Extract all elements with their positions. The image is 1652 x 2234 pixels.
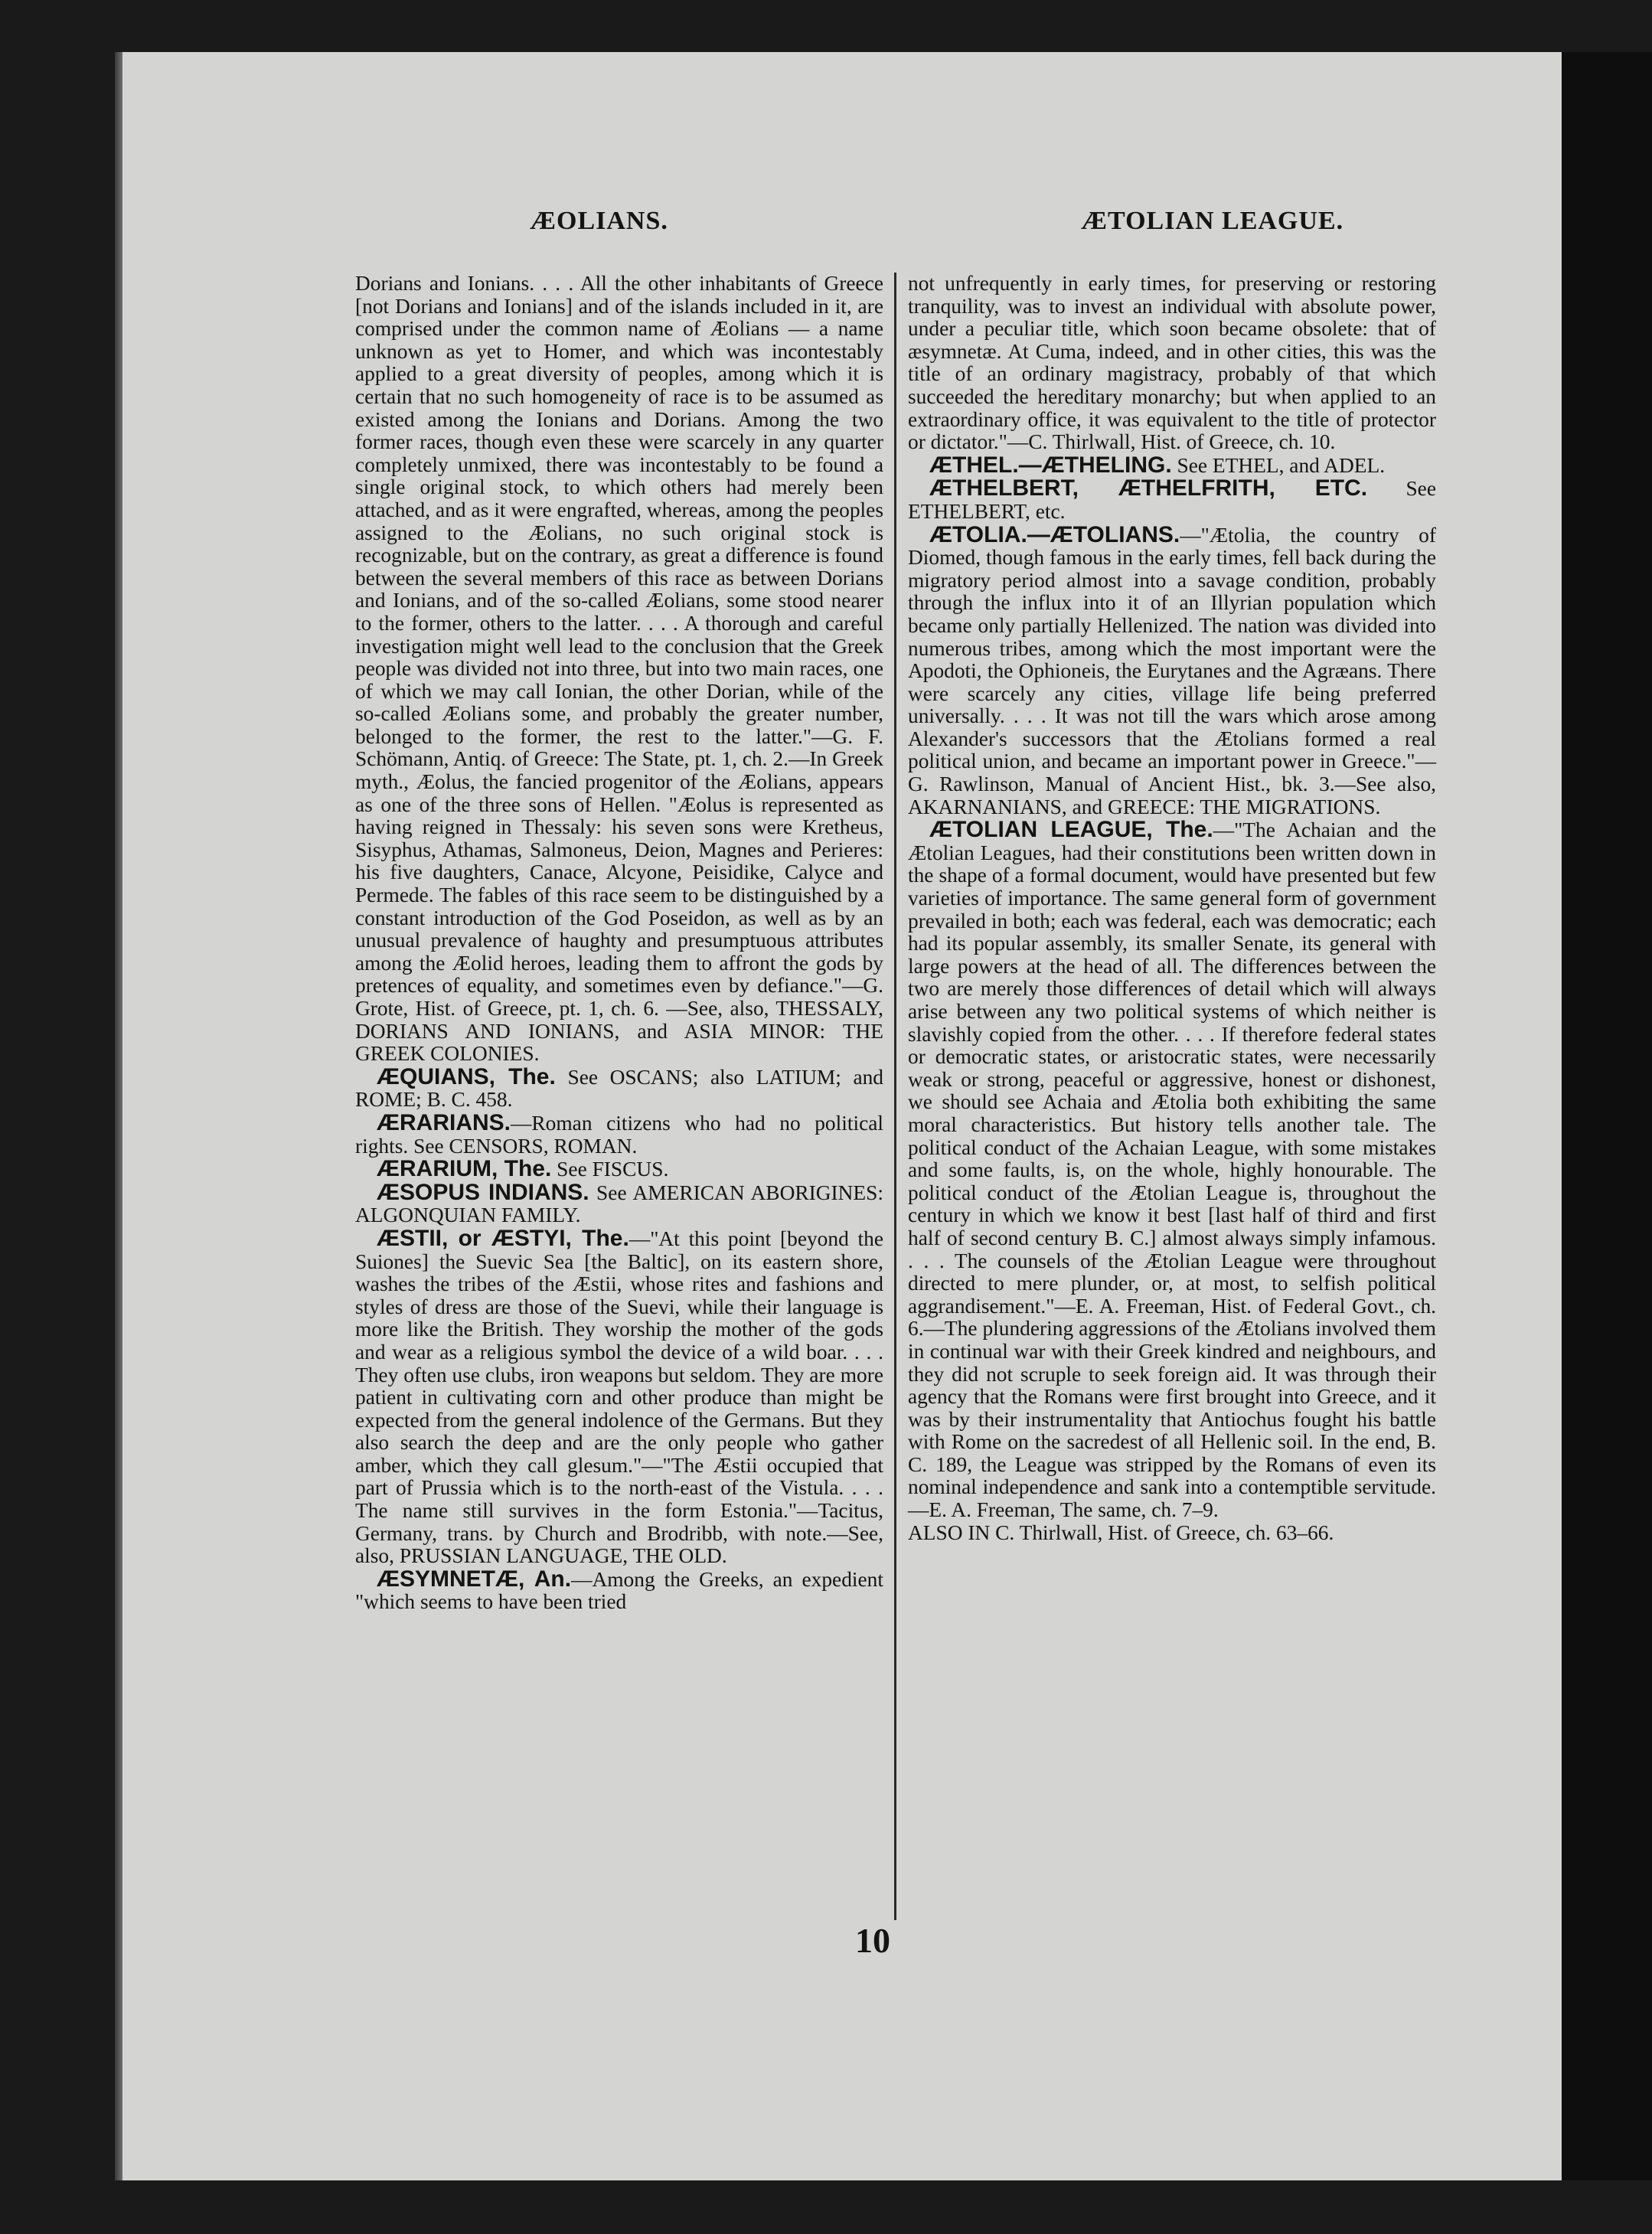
running-head-right: ÆTOLIAN LEAGUE. bbox=[1081, 207, 1344, 235]
entry-headword: ÆTHEL.—ÆTHELING. bbox=[929, 452, 1172, 478]
entry-headword: ÆRARIUM, The. bbox=[377, 1156, 552, 1182]
entry-paragraph bbox=[908, 818, 1436, 1521]
entry-paragraph bbox=[355, 1227, 883, 1568]
page-edge-shadow bbox=[1562, 52, 1652, 2180]
entry-paragraph bbox=[355, 1063, 884, 1112]
entry-headword: ÆTOLIAN LEAGUE, The. bbox=[929, 817, 1213, 843]
entry-paragraph bbox=[908, 454, 1436, 478]
entry-paragraph bbox=[908, 273, 1436, 454]
entry-paragraph bbox=[908, 521, 1436, 819]
entry-text: See ETHELBERT, etc. bbox=[908, 477, 1436, 523]
entry-text: —Among the Greeks, an expedient "which seems to have been tried bbox=[355, 1567, 883, 1614]
entry-paragraph bbox=[908, 1522, 1436, 1545]
entry-text: —"Ætolia, the country of Diomed, though famous in the early times, fell back during the migratory period almost into a savage condition, probably through the influx into it of an Illyrian population which became only partially Hellenized. The nation was divided into numerous tribes, among which the most important were the Apodoti, the Ophioneis, the Eurytanes and the Agræans. There were scarcely any cities, village life being preferred universally. . . . It was not till the wars which arose among Alexander's successors that the Ætolians formed a real political union, and became an important power in Greece."—G. Rawlinson, Manual of Ancient Hist., bk. 3.—See also, AKARNANIANS, and GREECE: THE MIGRATIONS. bbox=[908, 523, 1436, 818]
page-number: 10 bbox=[855, 1921, 890, 1960]
entry-text: Dorians and Ionians. . . . All the other inhabitants of Greece [not Dorians and Ionians] and of the islands included in it, are comprised under the common name of Æolians — a name unknown as yet to Homer, and which was incontestably applied to a great diversity of peoples, among which it is certain that no such homogeneity of race is to be assumed as existed among the Ionians and Dorians. Among the two former races, though even these were scarcely in any quarter completely unmixed, there was incontestably to be found a single original stock, to which others had merely been attached, and as it were engrafted, whereas, among the peoples assigned to the Æolians, no such original stock is recognizable, but on the contrary, as great a difference is found between the several members of this race as between Dorians and Ionians, and of the so-called Æolians, some stood nearer to the former, others to the latter. . . . A thorough and careful investigation might well lead to the conclusion that the Greek people was divided not into three, but into two main races, one of which we may call Ionian, the other Dorian, while of the so-called Æolians some, and probably the greater number, belonged to the former, the rest to the latter."—G. F. Schömann, Antiq. of Greece: The State, pt. 1, ch. 2.—In Greek myth., Æolus, the fancied progenitor of the Æolians, appears as one of the three sons of Hellen. "Æolus is represented as having reigned in Thessaly: his seven sons were Kretheus, Sisyphus, Athamas, Salmoneus, Deion, Magnes and Perieres: his five daughters, Canace, Alcyone, Peisidike, Calyce and Permede. The fables of this race seem to be distinguished by a constant introduction of the God Poseidon, as well as by an unusual prevalence of haughty and presumptuous attributes among the Æolid heroes, leading them to affront the gods by pretences of equality, and sometimes even by defiance."—G. Grote, Hist. of Greece, pt. 1, ch. 6. —See, also, THESSALY, DORIANS AND IONIANS, and ASIA MINOR: THE GREEK COLONIES. bbox=[355, 272, 883, 1066]
entry-headword: ÆRARIANS. bbox=[377, 1109, 511, 1135]
entry-paragraph bbox=[355, 1181, 883, 1227]
right-column bbox=[908, 273, 1436, 1544]
entry-text: See OSCANS; also LATIUM; and ROME; B. C. 458. bbox=[355, 1065, 884, 1112]
entry-paragraph bbox=[355, 273, 883, 1066]
entry-headword: ÆTHELBERT, ÆTHELFRITH, ETC. bbox=[929, 475, 1368, 501]
entry-text: not unfrequently in early times, for preserving or restoring tranquility, was to invest an individual with absolute power, under a peculiar title, which soon became obsolete: that of æsymnetæ. At Cuma, indeed, and in other cities, this was the title of an ordinary magistracy, probably of that which succeeded the hereditary monarchy; but when applied to an extraordinary office, it was equivalent to the title of protector or dictator."—C. Thirlwall, Hist. of Greece, ch. 10. bbox=[908, 272, 1436, 454]
entry-headword: ÆTOLIA.—ÆTOLIANS. bbox=[929, 521, 1180, 547]
entry-text: —"At this point [beyond the Suiones] the Suevic Sea [the Baltic], on its eastern shore, washes the tribes of the Æstii, whose rites and fashions and styles of dress are those of the Suevi, while their language is more like the British. They worship the mother of the gods and wear as a religious symbol the device of a wild boar. . . . They often use clubs, iron weapons but seldom. They are more patient in cultivating corn and other produce than might be expected from the general indolence of the Germans. But they also search the deep and are the only people who gather amber, which they call glesum."—"The Æstii occupied that part of Prussia which is to the north-east of the Vistula. . . . The name still survives in the form Estonia."—Tacitus, Germany, trans. by Church and Brodribb, with note.—See, also, PRUSSIAN LANGUAGE, THE OLD. bbox=[355, 1226, 884, 1568]
entry-text: See FISCUS. bbox=[551, 1158, 669, 1181]
entry-text: —"The Achaian and the Ætolian Leagues, had their constitutions been written down in the shape of a formal document, would have presented but few varieties of importance. The same general form of government prevailed in both; each was federal, each was democratic; each had its popular assembly, its smaller Senate, its general with large powers at the head of all. The differences between the two are merely those differences of detail which will always arise between any two political systems of which neither is slavishly copied from the other. . . . If therefore federal states or democratic states, or aristocratic states, were necessarily weak or strong, peaceful or aggressive, honest or dishonest, we should see Achaia and Ætolia both exhibiting the same moral characteristics. But history tells another tale. The political conduct of the Achaian League, with some mistakes and some faults, is, on the whole, highly honourable. The political conduct of the Ætolian League is, throughout the century in which we know it best [last half of third and first half of second century B. C.] almost always simply infamous. . . . The counsels of the Ætolian League were throughout directed to mere plunder, or, at most, to selfish political aggrandisement."—E. A. Freeman, Hist. of Federal Govt., ch. 6.—The plundering aggressions of the Ætolians involved them in continual war with their Greek kindred and neighbours, and they did not scruple to seek foreign aid. It was through their agency that the Romans were first brought into Greece, and it was by their instrumentality that Antiochus fought his battle with Rome on the sacredest of all Hellenic soil. In the end, B. C. 189, the League was stripped by the Romans of even its nominal independence and sank into a contemptible servitude.—E. A. Freeman, The same, ch. 7–9. bbox=[908, 818, 1437, 1522]
left-column bbox=[355, 273, 883, 1614]
entry-paragraph bbox=[908, 477, 1436, 523]
entry-headword: ÆSYMNETÆ, An. bbox=[377, 1566, 572, 1592]
entry-paragraph bbox=[355, 1109, 883, 1158]
entry-headword: ÆQUIANS, The. bbox=[377, 1063, 556, 1089]
entry-paragraph bbox=[355, 1158, 883, 1181]
entry-headword: ÆSOPUS INDIANS. bbox=[377, 1179, 589, 1205]
running-head-left: ÆOLIANS. bbox=[530, 207, 668, 235]
entry-headword: ÆSTII, or ÆSTYI, The. bbox=[377, 1225, 629, 1251]
entry-text: See ETHEL, and ADEL. bbox=[1171, 453, 1386, 477]
entry-paragraph bbox=[355, 1568, 883, 1614]
column-rule bbox=[894, 273, 896, 1920]
entry-text: See AMERICAN ABORIGINES: ALGONQUIAN FAMILY. bbox=[355, 1181, 883, 1227]
entry-text: ALSO IN C. Thirlwall, Hist. of Greece, ch. 63–66. bbox=[908, 1520, 1334, 1544]
entry-text: —Roman citizens who had no political rights. See CENSORS, ROMAN. bbox=[355, 1111, 883, 1158]
